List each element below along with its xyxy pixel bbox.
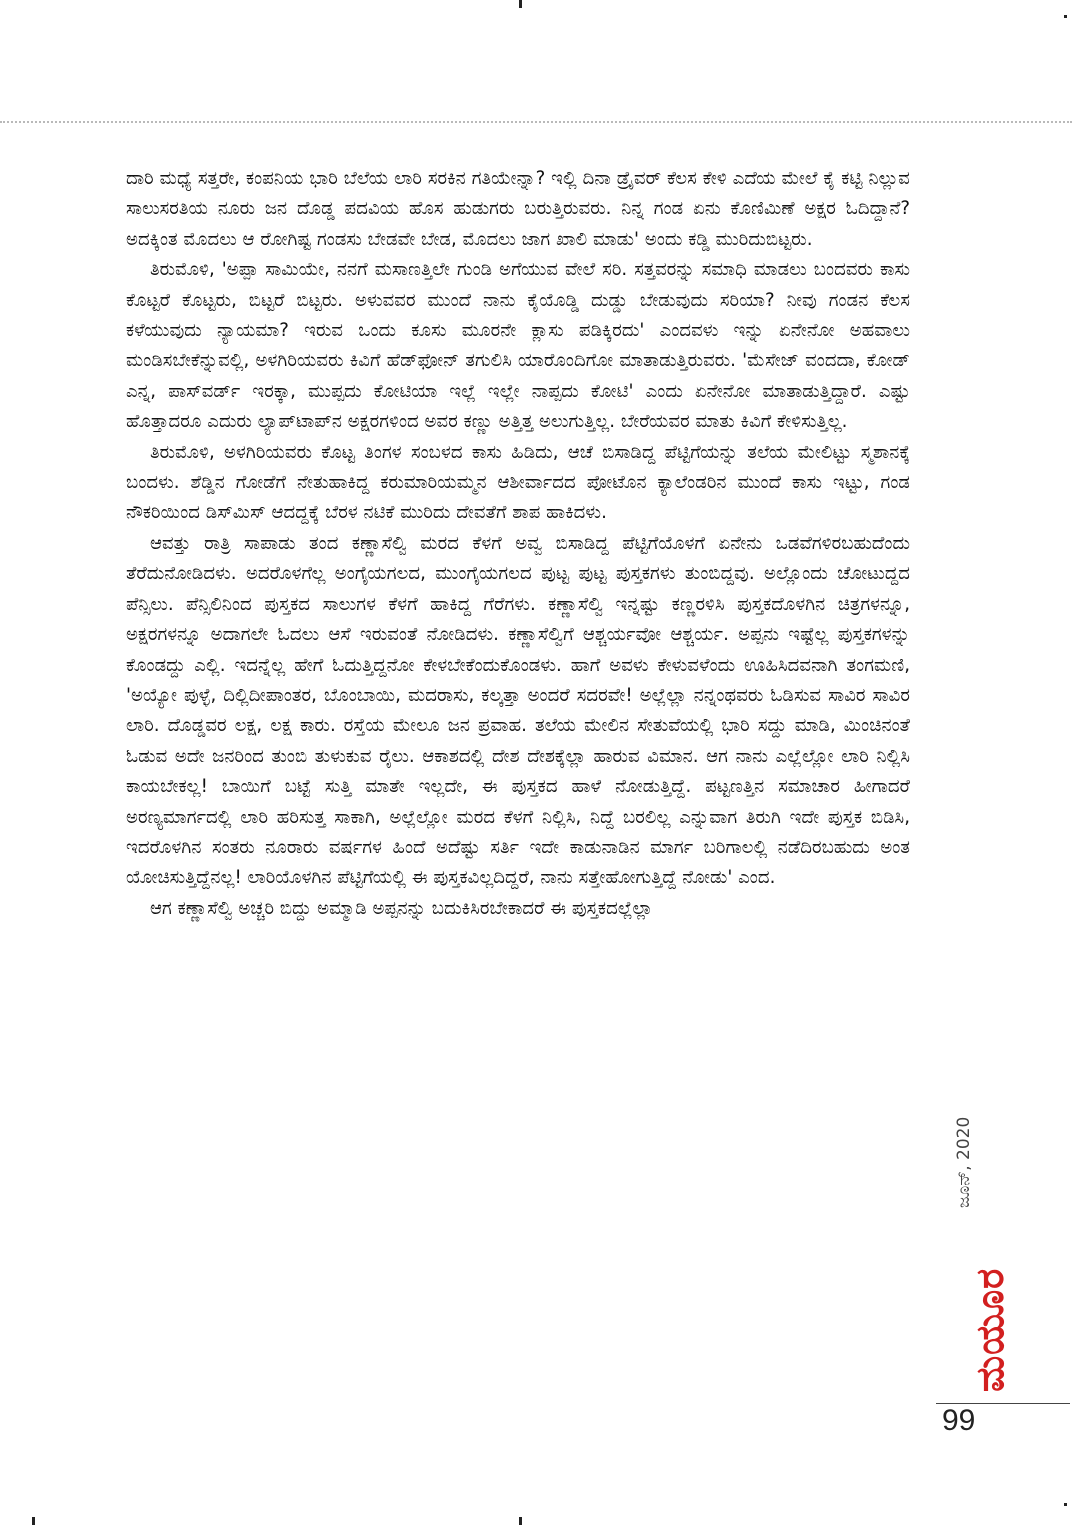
- page-number: 99: [942, 1404, 976, 1437]
- paragraph: ತಿರುಮೊಳಿ, 'ಅಪ್ಪಾ ಸಾಮಿಯೇ, ನನಗೆ ಮಸಾಣತ್ತಿಲೇ ಗುಂಡಿ ಅಗೆಯುವ ವೇಲೆ ಸರಿ. ಸತ್ತವರನ್ನು ಸಮಾಧಿ ಮಾಡಲು ಬಂದವರು ಕಾಸು ಕೊಟ್ಟರೆ ಕೊಟ್ಟರು, ಬಿಟ್ಟರೆ ಬಿಟ್ಟರು. ಅಳುವವರ ಮುಂದೆ ನಾನು ಕೈಯೊಡ್ಡಿ ದುಡ್ಡು ಬೇಡುವುದು ಸರಿಯಾ? ನೀವು ಗಂಡನ ಕೆಲಸ ಕಳೆಯುವುದು ನ್ಯಾಯಮಾ? ಇರುವ ಒಂದು ಕೂಸು ಮೂರನೇ ಕ್ಲಾಸು ಪಡಿಕ್ಕಿರದು' ಎಂದವಳು ಇನ್ನು ಏನೇನೋ ಅಹವಾಲು ಮಂಡಿಸಬೇಕೆನ್ನುವಲ್ಲಿ, ಅಳಗಿರಿಯವರು ಕಿವಿಗೆ ಹೆಡ್‌ಫೋನ್ ತಗುಲಿಸಿ ಯಾರೊಂದಿಗೋ ಮಾತಾಡುತ್ತಿರುವರು. 'ಮೆಸೇಜ್ ವಂದದಾ, ಕೋಡ್ ಎನ್ನ, ಪಾಸ್‌ವರ್ಡ್ ಇರಕ್ಕಾ, ಮುಪ್ಪದು ಕೋಟಿಯಾ ಇಲ್ಲೆ ಇಲ್ಲೇ ನಾಪ್ಪದು ಕೋಟಿ' ಎಂದು ಏನೇನೋ ಮಾತಾಡುತ್ತಿದ್ದಾರೆ. ಎಷ್ಟು ಹೊತ್ತಾದರೂ ಎದುರು ಲ್ಯಾಪ್‌ಟಾಪ್‌ನ ಅಕ್ಷರಗಳಿಂದ ಅವರ ಕಣ್ಣು ಅತ್ತಿತ್ತ ಅಲುಗುತ್ತಿಲ್ಲ. ಬೇರೆಯವರ ಮಾತು ಕಿವಿಗೆ ಕೇಳಿಸುತ್ತಿಲ್ಲ.: [126, 259, 910, 433]
- paragraph: ಆಗ ಕಣ್ಣಾಸೆಲ್ವಿ ಅಚ್ಚರಿ ಬಿದ್ದು ಅಮ್ಮಾಡಿ ಅಪ್ಪನನ್ನು ಬದುಕಿಸಿರಬೇಕಾದರೆ ಈ ಪುಸ್ತಕದಲ್ಲೆಲ್ಲಾ: [150, 897, 653, 919]
- article-body: [126, 164, 910, 924]
- crop-mark-bottom: [519, 1517, 522, 1525]
- crop-mark-top-right: [1064, 15, 1067, 18]
- magazine-logo: ಮಯೂರ: [968, 1267, 1012, 1392]
- crop-mark-bottom-left: [32, 1517, 35, 1525]
- issue-date: ಜೂನ್, 2020: [954, 1116, 974, 1208]
- paragraph: ಆವತ್ತು ರಾತ್ರಿ ಸಾಪಾಡು ತಂದ ಕಣ್ಣಾಸೆಲ್ವಿ ಮರದ ಕೆಳಗೆ ಅವ್ವ ಬಿಸಾಡಿದ್ದ ಪೆಟ್ಟಿಗೆಯೊಳಗೆ ಏನೇನು ಒಡವೆಗಳಿರಬಹುದೆಂದು ತೆರೆದುನೋಡಿದಳು. ಅದರೊಳಗೆಲ್ಲ ಅಂಗೈಯಗಲದ, ಮುಂಗೈಯಗಲದ ಪುಟ್ಟ ಪುಟ್ಟ ಪುಸ್ತಕಗಳು ತುಂಬಿದ್ದವು. ಅಲ್ಲೊಂದು ಚೋಟುದ್ದದ ಪೆನ್ಸಿಲು. ಪೆನ್ಸಿಲಿನಿಂದ ಪುಸ್ತಕದ ಸಾಲುಗಳ ಕೆಳಗೆ ಹಾಕಿದ್ದ ಗೆರೆಗಳು. ಕಣ್ಣಾಸೆಲ್ವಿ ಇನ್ನಷ್ಟು ಕಣ್ಣರಳಿಸಿ ಪುಸ್ತಕದೊಳಗಿನ ಚಿತ್ರಗಳನ್ನೂ, ಅಕ್ಷರಗಳನ್ನೂ ಅದಾಗಲೇ ಓದಲು ಆಸೆ ಇರುವಂತೆ ನೋಡಿದಳು. ಕಣ್ಣಾಸೆಲ್ವಿಗೆ ಆಶ್ಚರ್ಯವೋ ಆಶ್ಚರ್ಯ. ಅಪ್ಪನು ಇಷ್ಟೆಲ್ಲ ಪುಸ್ತಕಗಳನ್ನು ಕೊಂಡದ್ದು ಎಲ್ಲಿ. ಇದನ್ನೆಲ್ಲ ಹೇಗೆ ಓದುತ್ತಿದ್ದನೋ ಕೇಳಬೇಕೆಂದುಕೊಂಡಳು. ಹಾಗೆ ಅವಳು ಕೇಳುವಳೆಂದು ಊಹಿಸಿದವನಾಗಿ ತಂಗಮಣಿ, 'ಅಯ್ಯೋ ಪುಳ್ಳೆ, ದಿಲ್ಲಿದೀಪಾಂತರ, ಬೊಂಬಾಯಿ, ಮದರಾಸು, ಕಲ್ಕತ್ತಾ ಅಂದರೆ ಸದರವೇ! ಅಲ್ಲೆಲ್ಲಾ ನನ್ನಂಥವರು ಓಡಿಸುವ ಸಾವಿರ ಸಾವಿರ ಲಾರಿ. ದೊಡ್ಡವರ ಲಕ್ಷ, ಲಕ್ಷ ಕಾರು. ರಸ್ತೆಯ ಮೇಲೂ ಜನ ಪ್ರವಾಹ. ತಲೆಯ ಮೇಲಿನ ಸೇತುವೆಯಲ್ಲಿ ಭಾರಿ ಸದ್ದು ಮಾಡಿ, ಮಿಂಚಿನಂತೆ ಓಡುವ ಅದೇ ಜನರಿಂದ ತುಂಬಿ ತುಳುಕುವ ರೈಲು. ಆಕಾಶದಲ್ಲಿ ದೇಶ ದೇಶಕ್ಕೆಲ್ಲಾ ಹಾರುವ ವಿಮಾನ. ಆಗ ನಾನು ಎಲ್ಲೆಲ್ಲೋ ಲಾರಿ ನಿಲ್ಲಿಸಿ ಕಾಯಬೇಕಲ್ಲ! ಬಾಯಿಗೆ ಬಟ್ಟೆ ಸುತ್ತಿ ಮಾತೇ ಇಲ್ಲದೇ, ಈ ಪುಸ್ತಕದ ಹಾಳೆ ನೋಡುತ್ತಿದ್ದೆ. ಪಟ್ಟಣತ್ತಿನ ಸಮಾಚಾರ ಹೀಗಾದರೆ ಅರಣ್ಯಮಾರ್ಗದಲ್ಲಿ ಲಾರಿ ಹರಿಸುತ್ತ ಸಾಕಾಗಿ, ಅಲ್ಲೆಲ್ಲೋ ಮರದ ಕೆಳಗೆ ನಿಲ್ಲಿಸಿ, ನಿದ್ದೆ ಬರಲಿಲ್ಲ ಎನ್ನುವಾಗ ತಿರುಗಿ ಇದೇ ಪುಸ್ತಕ ಬಿಡಿಸಿ, ಇದರೊಳಗಿನ ಸಂತರು ನೂರಾರು ವರ್ಷಗಳ ಹಿಂದೆ ಅದೆಷ್ಟು ಸರ್ತಿ ಇದೇ ಕಾಡುನಾಡಿನ ಮಾರ್ಗ ಬರಿಗಾಲಲ್ಲಿ ನಡೆದಿರಬಹುದು ಅಂತ ಯೋಚಿಸುತ್ತಿದ್ದೆನಲ್ಲ! ಲಾರಿಯೊಳಗಿನ ಪೆಟ್ಟಿಗೆಯಲ್ಲಿ ಈ ಪುಸ್ತಕವಿಲ್ಲದಿದ್ದರೆ, ನಾನು ಸತ್ತೇಹೋಗುತ್ತಿದ್ದೆ ನೋಡು' ಎಂದ.: [126, 532, 910, 889]
- paragraph: ದಾರಿ ಮಧ್ಯೆ ಸತ್ತರೇ, ಕಂಪನಿಯ ಭಾರಿ ಬೆಲೆಯ ಲಾರಿ ಸರಕಿನ ಗತಿಯೇನ್ನಾ? ಇಲ್ಲಿ ದಿನಾ ಡ್ರೈವರ್ ಕೆಲಸ ಕೇಳಿ ಎದೆಯ ಮೇಲೆ ಕೈ ಕಟ್ಟಿ ನಿಲ್ಲುವ ಸಾಲುಸರತಿಯ ನೂರು ಜನ ದೊಡ್ಡ ಪದವಿಯ ಹೊಸ ಹುಡುಗರು ಬರುತ್ತಿರುವರು. ನಿನ್ನ ಗಂಡ ಏನು ಕೊಣಿಮಿಣೆ ಅಕ್ಷರ ಓದಿದ್ದಾನೆ? ಅದಕ್ಕಿಂತ ಮೊದಲು ಆ ರೋಗಿಷ್ಟ ಗಂಡಸು ಬೇಡವೇ ಬೇಡ, ಮೊದಲು ಜಾಗ ಖಾಲಿ ಮಾಡು' ಅಂದು ಕಡ್ಡಿ ಮುರಿದುಬಿಟ್ಟರು.: [126, 168, 910, 250]
- crop-mark-top: [519, 0, 522, 8]
- crop-mark-bottom-right: [1064, 1503, 1067, 1506]
- header-dotted-rule: [0, 121, 1072, 123]
- paragraph: ತಿರುಮೊಳಿ, ಅಳಗಿರಿಯವರು ಕೊಟ್ಟ ತಿಂಗಳ ಸಂಬಳದ ಕಾಸು ಹಿಡಿದು, ಆಚೆ ಬಿಸಾಡಿದ್ದ ಪೆಟ್ಟಿಗೆಯನ್ನು ತಲೆಯ ಮೇಲಿಟ್ಟು ಸ್ಮಶಾನಕ್ಕೆ ಬಂದಳು. ಶೆಡ್ಡಿನ ಗೋಡೆಗೆ ನೇತುಹಾಕಿದ್ದ ಕರುಮಾರಿಯಮ್ಮನ ಆಶೀರ್ವಾದದ ಪೋಟೊನ ಕ್ಯಾಲೆಂಡರಿನ ಮುಂದೆ ಕಾಸು ಇಟ್ಟು, ಗಂಡ ನೌಕರಿಯಿಂದ ಡಿಸ್‌ಮಿಸ್ ಆದದ್ದಕ್ಕೆ ಬೆರಳ ನಟಿಕೆ ಮುರಿದು ದೇವತೆಗೆ ಶಾಪ ಹಾಕಿದಳು.: [126, 441, 910, 524]
